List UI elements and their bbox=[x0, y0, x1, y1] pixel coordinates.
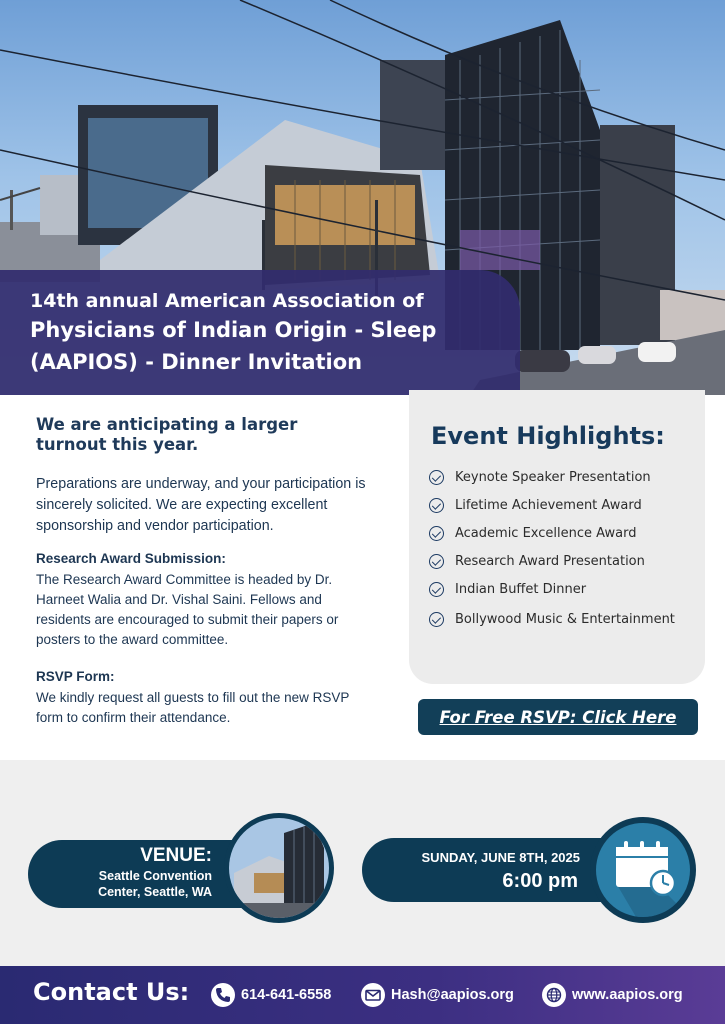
check-circle-icon bbox=[429, 554, 444, 569]
venue-photo bbox=[224, 813, 334, 923]
highlight-item: Lifetime Achievement Award bbox=[429, 498, 642, 513]
rsvp-button[interactable]: For Free RSVP: Click Here bbox=[418, 699, 698, 735]
title-line-2: Physicians of Indian Origin - Sleep bbox=[30, 318, 437, 342]
lead-heading: We are anticipating a larger turnout this year. bbox=[36, 415, 298, 454]
hero-image bbox=[0, 0, 725, 395]
check-circle-icon bbox=[429, 470, 444, 485]
event-highlights-card bbox=[409, 390, 705, 684]
phone-icon bbox=[211, 983, 235, 1007]
highlight-item: Bollywood Music & Entertainment bbox=[429, 612, 675, 627]
check-circle-icon bbox=[429, 582, 444, 597]
highlight-item: Indian Buffet Dinner bbox=[429, 582, 586, 597]
phone-number: 614-641-6558 bbox=[241, 987, 332, 1003]
email-address: Hash@aapios.org bbox=[391, 987, 514, 1003]
highlight-item: Research Award Presentation bbox=[429, 554, 645, 569]
rsvp-form-body: We kindly request all guests to fill out the new RSVP form to confirm their attendance. bbox=[36, 690, 350, 725]
check-circle-icon bbox=[429, 498, 444, 513]
contact-phone[interactable] bbox=[211, 983, 331, 1007]
highlights-title: Event Highlights: bbox=[431, 422, 665, 450]
highlight-item: Keynote Speaker Presentation bbox=[429, 470, 651, 485]
calendar-badge bbox=[590, 817, 696, 923]
contact-label: Contact Us: bbox=[33, 978, 190, 1006]
contact-email[interactable] bbox=[361, 983, 514, 1007]
check-circle-icon bbox=[429, 526, 444, 541]
event-date: SUNDAY, JUNE 8TH, 2025 bbox=[421, 850, 580, 865]
intro-paragraph: Preparations are underway, and your participation is sincerely solicited. We are expecting excellent sponsorship and vendor participation. bbox=[36, 476, 366, 534]
research-heading: Research Award Submission: bbox=[36, 551, 226, 566]
mail-icon bbox=[361, 983, 385, 1007]
website-url: www.aapios.org bbox=[572, 987, 683, 1003]
title-line-3: (AAPIOS) - Dinner Invitation bbox=[30, 350, 363, 374]
globe-icon bbox=[542, 983, 566, 1007]
rsvp-form-heading: RSVP Form: bbox=[36, 669, 115, 684]
calendar-clock-icon bbox=[596, 823, 690, 917]
research-body: The Research Award Committee is headed by Dr. Harneet Walia and Dr. Vishal Saini. Fellows and residents are encouraged to submit their papers or posters to the award committee. bbox=[36, 572, 339, 647]
title-line-1: 14th annual American Association of bbox=[30, 290, 424, 312]
highlight-item: Academic Excellence Award bbox=[429, 526, 636, 541]
venue-label: VENUE: bbox=[140, 845, 212, 866]
contact-website[interactable] bbox=[542, 983, 683, 1007]
title-banner bbox=[0, 270, 520, 395]
venue-building-icon bbox=[229, 818, 329, 918]
check-circle-icon bbox=[429, 612, 444, 627]
venue-name: Seattle Convention Center, Seattle, WA bbox=[98, 869, 212, 899]
event-time: 6:00 pm bbox=[502, 870, 578, 892]
